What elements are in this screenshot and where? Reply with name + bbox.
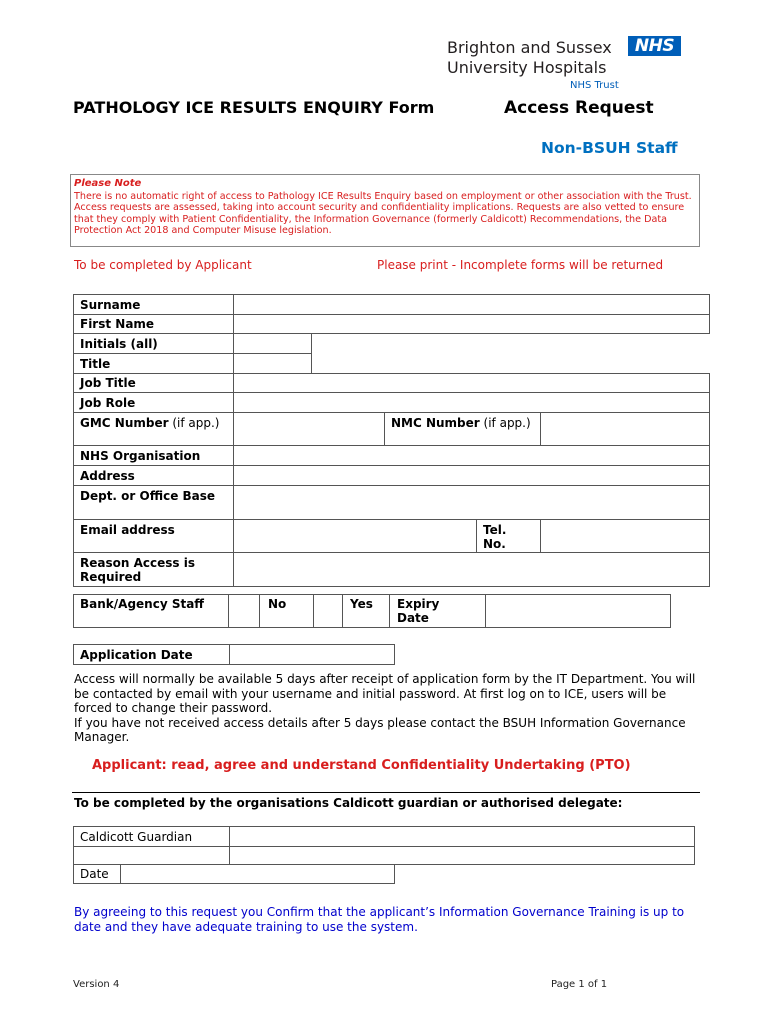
title-label: Title [80,357,111,371]
reason-input[interactable] [233,552,710,587]
org-name-line1: Brighton and Sussex [447,38,612,57]
job-title-input[interactable] [233,373,710,393]
access-info-p1: Access will normally be available 5 days after receipt of application form by the IT Department. You will be contacted by email with your username and initial password. At first log on to ICE, users will be forced to change their password. [74,672,696,715]
gmc-label: GMC Number (if app.) [80,416,220,430]
app-date-input[interactable] [229,644,395,665]
form-title: PATHOLOGY ICE RESULTS ENQUIRY Form [73,98,435,117]
access-info-p2: If you have not received access details after 5 days please contact the BSUH Information Governance Manager. [74,715,686,744]
first-name-label: First Name [80,317,155,331]
date-input[interactable] [120,864,395,884]
app-date-label: Application Date [80,648,193,662]
bank-label: Bank/Agency Staff [80,597,205,611]
section-divider [72,792,700,793]
tel-input[interactable] [540,519,710,553]
reason-label: Reason Access is Required [80,556,195,584]
yes-label: Yes [350,597,373,611]
please-note-box [70,174,700,247]
org-name-line2: University Hospitals [447,58,607,77]
nmc-label: NMC Number (if app.) [391,416,531,430]
initials-label: Initials (all) [80,337,158,351]
caldicott-label: Caldicott Guardian [80,830,193,844]
job-role-input[interactable] [233,392,710,413]
applicant-instruction: To be completed by Applicant [74,258,252,272]
expiry-date-input[interactable] [485,594,671,628]
access-info-text [74,672,704,745]
first-name-input[interactable] [233,314,710,334]
job-title-label: Job Title [80,376,136,390]
email-label: Email address [80,523,175,537]
caldicott-heading: To be completed by the organisations Caldicott guardian or authorised delegate: [74,796,623,810]
nhs-org-label: NHS Organisation [80,449,201,463]
nhs-org-input[interactable] [233,445,710,466]
note-body: There is no automatic right of access to Pathology ICE Results Enquiry based on employment or other association with the Trust. Access requests are assessed, taking into account security and confidentiality implications. Requests are also vetted to ensure that they comply with Patient Confidentiality, the Information Governance (formerly Caldicott) Recommendations, the Data Protection Act 2018 and Computer Misuse legislation. [74,191,692,237]
divider [73,846,74,865]
date-label: Date [80,867,109,881]
caldicott-input[interactable] [229,826,695,847]
title-input[interactable] [233,353,312,374]
no-checkbox[interactable] [313,594,343,628]
confidentiality-notice: Applicant: read, agree and understand Confidentiality Undertaking (PTO) [92,758,631,773]
staff-type-title: Non-BSUH Staff [541,139,678,157]
surname-label: Surname [80,298,141,312]
page-number: Page 1 of 1 [551,979,608,990]
gmc-input[interactable] [233,412,385,446]
access-request-title: Access Request [504,98,654,118]
nhs-logo: NHS [628,36,681,56]
initials-input[interactable] [233,333,312,354]
job-role-label: Job Role [80,396,136,410]
address-label: Address [80,469,135,483]
caldicott-signature-input[interactable] [229,846,695,865]
no-label: No [268,597,287,611]
dept-label: Dept. or Office Base [80,489,216,503]
email-input[interactable] [233,519,477,553]
divider [311,333,312,374]
note-heading: Please Note [74,178,142,189]
tel-label: Tel. No. [483,523,507,551]
address-input[interactable] [233,465,710,486]
print-instruction: Please print - Incomplete forms will be returned [377,258,664,272]
version-label: Version 4 [73,979,120,990]
surname-input[interactable] [233,294,710,315]
expiry-label: Expiry Date [397,597,440,625]
dept-input[interactable] [233,485,710,520]
nhs-trust-label: NHS Trust [570,80,619,91]
bank-spacer-cell [228,594,260,628]
agreement-text: By agreeing to this request you Confirm that the applicant’s Information Governance Training is up to date and they have adequate training to use the system. [74,905,685,934]
nmc-input[interactable] [540,412,710,446]
